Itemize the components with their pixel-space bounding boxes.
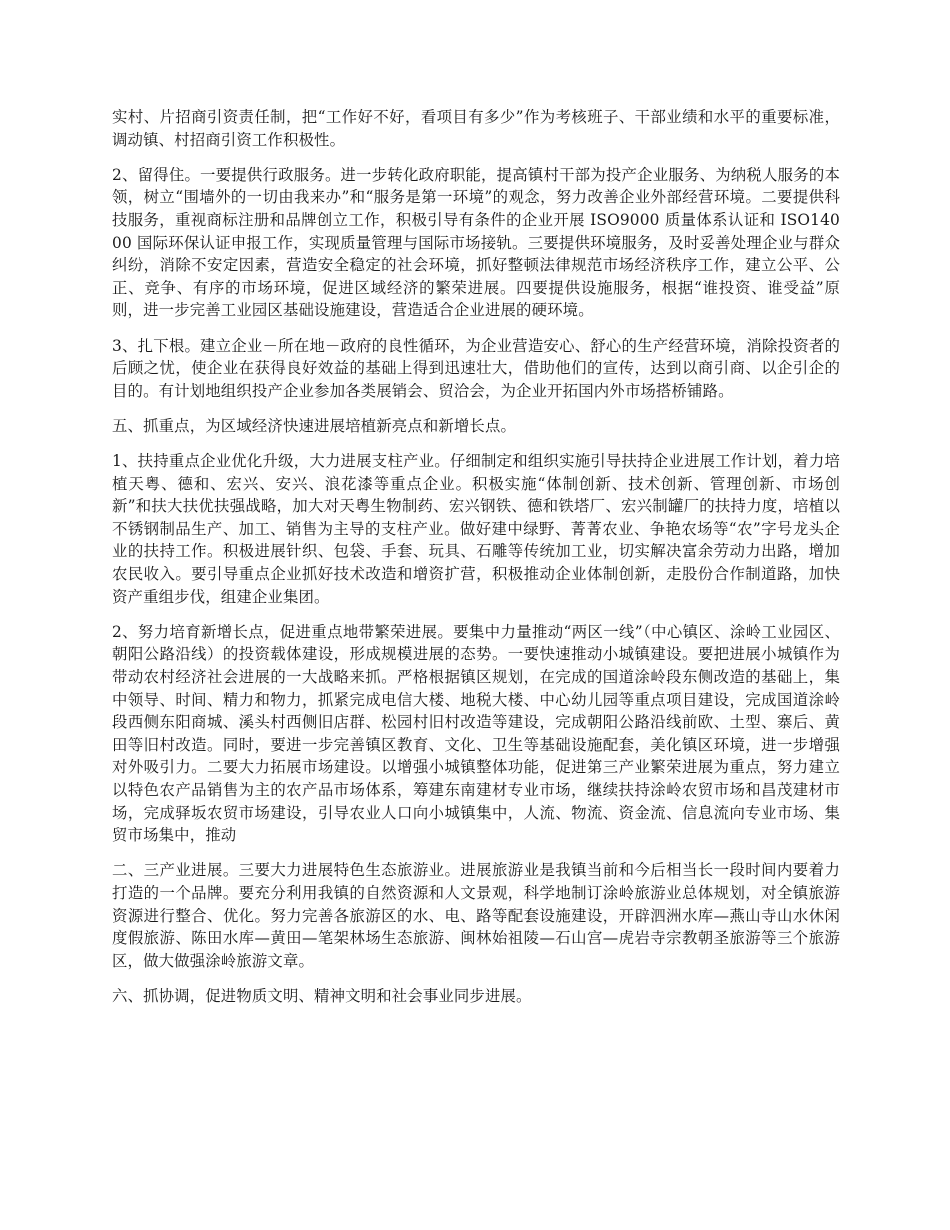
paragraph-6: 2、努力培育新增长点，促进重点地带繁荣进展。要集中力量推动“两区一线”（中心镇区、涂岭工业园区、朝阳公路沿线）的投资载体建设，形成规模进展的态势。一要快速推动小城镇建设。要把进展小城镇作为带动农村经济社会进展的一大战略来抓。严格根据镇区规划，在完成的国道涂岭段东侧改造的基础上，集中领导、时间、精力和物力，抓紧完成电信大楼、地税大楼、中心幼儿园等重点项目建设，完成国道涂岭段西侧东阳商城、溪头村西侧旧店群、松园村旧村改造等建设，完成朝阳公路沿线前欧、土型、寨后、黄田等旧村改造。同时，要进一步完善镇区教育、文化、卫生等基础设施配套，美化镇区环境，进一步增强对外吸引力。二要大力拓展市场建设。以增强小城镇整体功能，促进第三产业繁荣进展为重点，努力建立以特色农产品销售为主的农产品市场体系，筹建东南建材专业市场，继续扶持涂岭农贸市场和昌茂建材市场，完成驿坂农贸市场建设，引导农业人口向小城镇集中，人流、物流、资金流、信息流向专业市场、集贸市场集中，推动 [112,622,840,845]
section-heading-6: 六、抓协调，促进物质文明、精神文明和社会事业同步进展。 [112,986,532,1005]
paragraph-3: 3、扎下根。建立企业－所在地－政府的良性循环，为企业营造安心、舒心的生产经营环境，消除投资者的后顾之忧，使企业在获得良好效益的基础上得到迅速壮大，借助他们的宣传，达到以商引商、以企引企的目的。有计划地组织投产企业参加各类展销会、贸洽会，为企业开拓国内外市场搭桥铺路。 [112,336,840,400]
section-heading-5: 五、抓重点，为区域经济快速进展培植新亮点和新增长点。 [112,416,517,435]
paragraph-2: 2、留得住。一要提供行政服务。进一步转化政府职能，提高镇村干部为投产企业服务、为纳税人服务的本领，树立“围墙外的一切由我来办”和“服务是第一环境”的观念，努力改善企业外部经营环境。二要提供科技服务，重视商标注册和品牌创立工作，积极引导有条件的企业开展 ISO9000 质量体系认证和 ISO14000 国际环保认证申报工作，实现质量管理与国际市场接轨。三要提供环境服务，及时妥善处理企业与群众纠纷，消除不安定因素，营造安全稳定的社会环境，抓好整顿法律规范市场经济秩序工作，建立公平、公正、竞争、有序的市场环境，促进区域经济的繁荣进展。四要提供设施服务，根据“谁投资、谁受益”原则，进一步完善工业园区基础设施建设，营造适合企业进展的硬环境。 [112,165,840,320]
paragraph-5: 1、扶持重点企业优化升级，大力进展支柱产业。仔细制定和组织实施引导扶持企业进展工作计划，着力培植天粤、德和、宏兴、安兴、浪花漆等重点企业。积极实施“体制创新、技术创新、管理创新、市场创新”和扶大扶优扶强战略，加大对天粤生物制药、宏兴钢铁、德和铁塔厂、宏兴制罐厂的扶持力度，培植以不锈钢制品生产、加工、销售为主导的支柱产业。做好建中绿野、菁菁农业、争艳农场等“农”字号龙头企业的扶持工作。积极进展针织、包袋、手套、玩具、石雕等传统加工业，切实解决富余劳动力出路，增加农民收入。要引导重点企业抓好技术改造和增资扩营，积极推动企业体制创新，走股份合作制道路，加快资产重组步伐，组建企业集团。 [112,452,840,606]
paragraph-7: 二、三产业进展。三要大力进展特色生态旅游业。进展旅游业是我镇当前和今后相当长一段时间内要着力打造的一个品牌。要充分利用我镇的自然资源和人文景观，科学地制订涂岭旅游业总体规划，对全镇旅游资源进行整合、优化。努力完善各旅游区的水、电、路等配套设施建设，开辟泗洲水库—燕山寺山水休闲度假旅游、陈田水库—黄田—笔架林场生态旅游、闽林始祖陵—石山宫—虎岩寺宗教朝圣旅游等三个旅游区，做大做强涂岭旅游文章。 [112,861,840,970]
paragraph-1: 实村、片招商引资责任制，把“工作好不好，看项目有多少”作为考核班子、干部业绩和水平的重要标准，调动镇、村招商引资工作积极性。 [112,108,840,149]
document-body [112,106,840,1020]
